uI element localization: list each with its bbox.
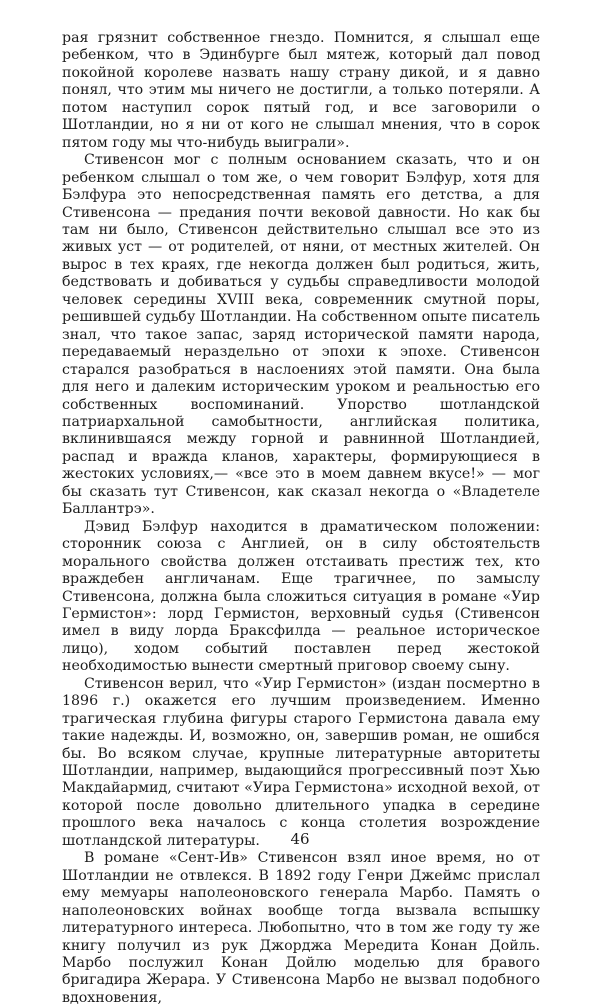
page-number: 46 — [290, 830, 310, 848]
paragraph-5: В романе «Сент-Ив» Стивенсон взял иное время, но от Шотландии не отвлекся. В 1892 году Генри Джеймс прислал ему мемуары наполеоновского генерала Марбо. Память о наполеоновских войнах вообще тогда вызвала вспышку литературного интереса. Любопытно, что в том же году ту же книгу получил из рук Джорджа Мередита Конан Дойль. Марбо послужил Конан Дойлю моделью для бравого бригадира Жерара. У Стивенсона Марбо не вызвал подобного вдохновения, — [62, 850, 540, 1006]
paragraph-3: Дэвид Бэлфур находится в драматическом положении: сторонник союза с Англией, он в силу обстоятельств морального свойства должен отстаивать престиж тех, кто враждебен англичанам. Еще трагичнее, по замыслу Стивенсона, должна была сложиться ситуация в романе «Уир Гермистон»: лорд Гермистон, верховный судья (Стивенсон имел в виду лорда Браксфилда — реальное историческое лицо), ходом событий поставлен перед жестокой необходимостью вынести смертный приговор своему сыну. — [62, 518, 540, 675]
page-body — [62, 30, 540, 1006]
paragraph-2: Стивенсон мог с полным основанием сказать, что и он ребенком слышал о том же, о чем говорит Бэлфур, хотя для Бэлфура это непосредственная память его детства, а для Стивенсона — предания почти вековой давности. Но как бы там ни было, Стивенсон действительно слышал все это из живых уст — от родителей, от няни, от местных жителей. Он вырос в тех краях, где некогда должен был родиться, жить, бедствовать и добиваться у судьбы справедливости молодой человек середины XVIII века, современник смутной поры, решившей судьбу Шотландии. На собственном опыте писатель знал, что такое запас, заряд исторической памяти народа, передаваемый нераздельно от эпохи к эпохе. Стивенсон старался разобраться в наслоениях этой памяти. Она была для него и далеким историческим уроком и реальностью его собственных воспоминаний. Упорство шотландской патриархальной самобытности, английская политика, вклинившаяся между горной и равнинной Шотландией, распад и вражда кланов, характеры, формирующиеся в жестоких условиях,— «все это в моем давнем вкусе!» — мог бы сказать тут Стивенсон, как сказал некогда о «Владетеле Баллантрэ». — [62, 152, 540, 518]
paragraph-4: Стивенсон верил, что «Уир Гермистон» (издан посмертно в 1896 г.) окажется его лучшим произведением. Именно трагическая глубина фигуры старого Гермистона давала ему такие надежды. И, возможно, он, завершив роман, не ошибся бы. Во всяком случае, крупные литературные авторитеты Шотландии, например, выдающийся прогрессивный поэт Хью Макдайармид, считают «Уира Гермистона» исходной вехой, от которой после довольно длительного упадка в середине прошлого века началось с конца столетия возрождение шотландской литературы. — [62, 675, 540, 849]
paragraph-1: рая грязнит собственное гнездо. Помнится, я слышал еще ребенком, что в Эдинбурге был мятеж, который дал повод покойной королеве назвать нашу страну дикой, и я давно понял, что этим мы ничего не достигли, а только потеряли. А потом наступил сорок пятый год, и все заговорили о Шотландии, но я ни от кого не слышал мнения, что в сорок пятом году мы что-нибудь выиграли». — [62, 30, 540, 151]
